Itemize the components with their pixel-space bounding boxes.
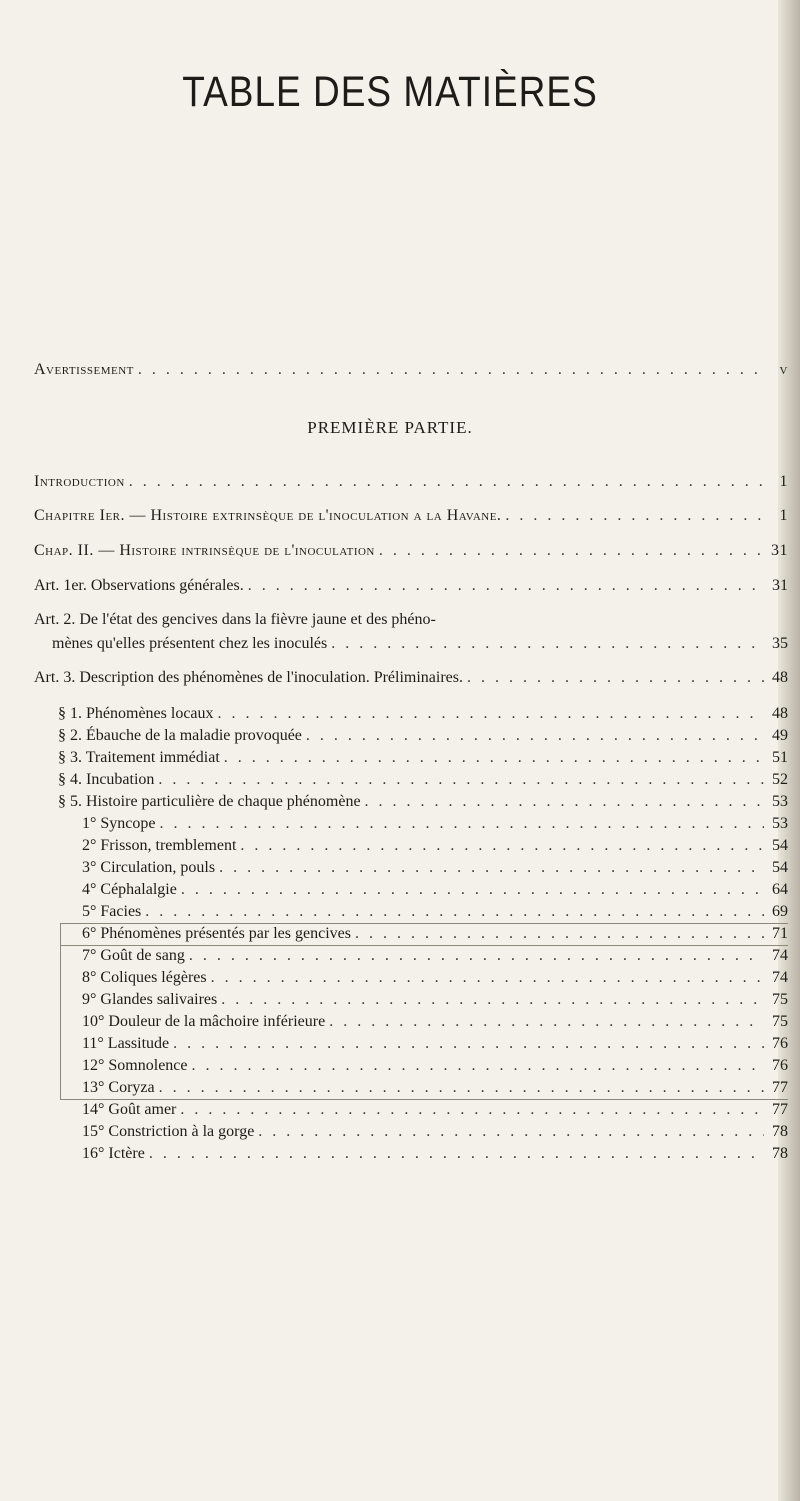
toc-entry-page: 78 <box>772 1145 788 1162</box>
toc-entry-title: 11° Lassitude <box>82 1035 170 1052</box>
toc-entry[interactable] <box>82 1010 788 1032</box>
toc-entry-title: § 4. Incubation <box>58 771 155 788</box>
toc-entry-title: mènes qu'elles présentent chez les inoculés <box>52 635 328 652</box>
toc-entry-title: § 5. Histoire particulière de chaque phénomène <box>58 793 361 810</box>
toc-entry[interactable] <box>58 724 788 746</box>
toc-entry[interactable] <box>82 1076 788 1098</box>
toc-entry[interactable] <box>82 900 788 922</box>
leader-dots <box>365 792 764 812</box>
toc-entry-title: 1° Syncope <box>82 815 156 832</box>
leader-dots <box>248 576 764 596</box>
toc-entry-title: Art. 3. Description des phénomènes de l'inoculation. Préliminaires. <box>34 669 464 686</box>
leader-dots <box>219 858 764 878</box>
toc-entry-title[interactable]: Art. 2. De l'état des gencives dans la fièvre jaune et des phéno- <box>34 611 436 628</box>
toc-entry-title: 16° Ictère <box>82 1145 145 1162</box>
toc-entry-page: 53 <box>772 793 788 810</box>
toc-entry-page: 49 <box>772 727 788 744</box>
toc-entry-page: 53 <box>772 815 788 832</box>
leader-dots <box>218 704 764 724</box>
toc-entry[interactable] <box>34 504 788 526</box>
toc-entry-title: 7° Goût de sang <box>82 947 185 964</box>
toc-entry-page: 48 <box>772 669 788 686</box>
toc-entry[interactable] <box>82 966 788 988</box>
leader-dots <box>145 902 764 922</box>
toc-entry[interactable] <box>82 1098 788 1120</box>
toc-entry-title: 8° Coliques légères <box>82 969 207 986</box>
toc-entry-page: 54 <box>772 837 788 854</box>
leader-dots <box>221 990 764 1010</box>
leader-dots <box>224 748 764 768</box>
toc-entry[interactable] <box>82 878 788 900</box>
table-rule <box>60 923 61 1099</box>
table-rule <box>60 1099 788 1100</box>
toc-entry-title: 6° Phénomènes présentés par les gencives <box>82 925 351 942</box>
toc-entry-page: 54 <box>772 859 788 876</box>
toc-entry-title: Chap. II. — Histoire intrinsèque de l'inoculation <box>34 542 375 559</box>
toc-entry-title: 2° Frisson, tremblement <box>82 837 237 854</box>
toc-entry-page: 74 <box>772 969 788 986</box>
toc-entry[interactable] <box>82 944 788 966</box>
toc-entry[interactable] <box>58 746 788 768</box>
toc-entry-page: 1 <box>779 473 788 490</box>
toc-entry-page: 77 <box>772 1079 788 1096</box>
toc-entry-title: 5° Facies <box>82 903 142 920</box>
leader-dots <box>173 1034 764 1054</box>
toc-entry-page: 1 <box>779 507 788 524</box>
toc-entry-title: 9° Glandes salivaires <box>82 991 218 1008</box>
toc-entry[interactable] <box>82 856 788 878</box>
toc-entry-page: 51 <box>772 749 788 766</box>
leader-dots <box>138 360 764 380</box>
toc-entry-title: § 3. Traitement immédiat <box>58 749 220 766</box>
toc-entry[interactable] <box>34 666 788 688</box>
toc-entry-page: 71 <box>772 925 788 942</box>
toc-entry[interactable] <box>34 470 788 492</box>
toc-entry-page: 76 <box>772 1057 788 1074</box>
table-rule <box>60 923 788 924</box>
toc-entry[interactable] <box>82 812 788 834</box>
toc-entry-page: v <box>779 361 788 378</box>
leader-dots <box>258 1122 764 1142</box>
toc-entry-title: 4° Céphalalgie <box>82 881 177 898</box>
leader-dots <box>189 946 764 966</box>
toc-entry-title: 13° Coryza <box>82 1079 155 1096</box>
toc-entry[interactable] <box>82 1120 788 1142</box>
toc-entry-page: 74 <box>772 947 788 964</box>
leader-dots <box>159 1078 764 1098</box>
toc-entry[interactable] <box>82 988 788 1010</box>
toc-entry-title: Chapitre Ier. — Histoire extrinsèque de l'inoculation a la Havane. <box>34 507 502 524</box>
leader-dots <box>306 726 764 746</box>
toc-entry-page: 76 <box>772 1035 788 1052</box>
leader-dots <box>355 924 764 944</box>
toc-entry-page: 69 <box>772 903 788 920</box>
toc-entry-page: 75 <box>772 991 788 1008</box>
toc-entry[interactable] <box>82 1142 788 1164</box>
leader-dots <box>160 814 765 834</box>
leader-dots <box>329 1012 764 1032</box>
toc-entry-page: 75 <box>772 1013 788 1030</box>
leader-dots <box>181 880 764 900</box>
toc-entry[interactable] <box>58 790 788 812</box>
table-rule <box>60 945 788 946</box>
leader-dots <box>331 634 764 654</box>
toc-entry-title: 10° Douleur de la mâchoire inférieure <box>82 1013 326 1030</box>
toc-entry[interactable] <box>34 358 788 380</box>
toc-entry-page: 52 <box>772 771 788 788</box>
leader-dots <box>180 1100 764 1120</box>
leader-dots <box>467 668 764 688</box>
toc-entry-title: Avertissement <box>34 361 134 378</box>
toc-entry-page: 78 <box>772 1123 788 1140</box>
toc-entry-title: 14° Goût amer <box>82 1101 177 1118</box>
toc-entry[interactable] <box>34 574 788 596</box>
toc-entry[interactable] <box>58 702 788 724</box>
toc-entry[interactable] <box>82 1032 788 1054</box>
leader-dots <box>240 836 764 856</box>
toc-entry[interactable] <box>82 1054 788 1076</box>
toc-entry[interactable] <box>82 922 788 944</box>
toc-entry-title: 12° Somnolence <box>82 1057 188 1074</box>
toc-entry-title: Introduction <box>34 473 125 490</box>
toc-entry-page: 31 <box>772 577 788 594</box>
leader-dots <box>129 472 764 492</box>
toc-entry[interactable] <box>58 768 788 790</box>
leader-dots <box>158 770 764 790</box>
leader-dots <box>211 968 764 988</box>
leader-dots <box>505 506 764 526</box>
leader-dots <box>149 1144 764 1164</box>
toc-entry-page: 35 <box>772 635 788 652</box>
toc-entry-page: 48 <box>772 705 788 722</box>
toc-entry-title: 3° Circulation, pouls <box>82 859 216 876</box>
toc-entry-title: § 1. Phénomènes locaux <box>58 705 214 722</box>
part-heading: PREMIÈRE PARTIE. <box>307 418 473 437</box>
page-title: TABLE DES MATIÈRES <box>182 68 598 116</box>
toc-entry-page: 31 <box>771 542 788 559</box>
toc-entry[interactable] <box>34 539 788 561</box>
toc-entry[interactable] <box>52 632 788 654</box>
toc-entry-title: Art. 1er. Observations générales. <box>34 577 244 594</box>
toc-entry-page: 64 <box>772 881 788 898</box>
toc-entry-page: 77 <box>772 1101 788 1118</box>
leader-dots <box>192 1056 765 1076</box>
leader-dots <box>379 541 764 561</box>
toc-entry[interactable] <box>82 834 788 856</box>
toc-entry-title: § 2. Ébauche de la maladie provoquée <box>58 727 302 744</box>
toc-entry-title: 15° Constriction à la gorge <box>82 1123 255 1140</box>
